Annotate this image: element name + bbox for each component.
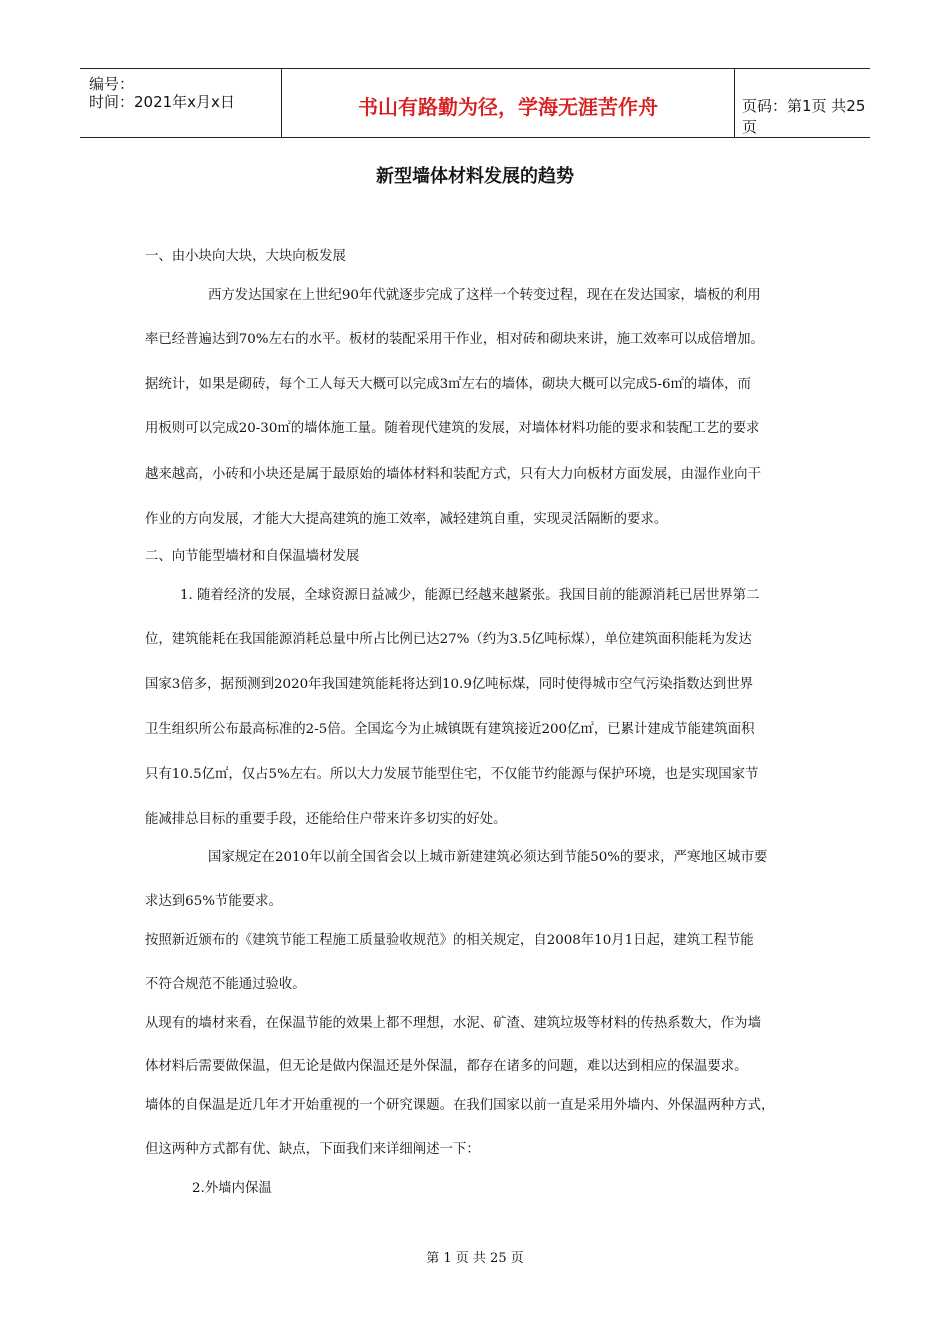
paragraph-line: 1. 随着经济的发展，全球资源日益减少，能源已经越来越紧张。我国目前的能源消耗已居世界第二 [180, 588, 760, 603]
paragraph-line: 作业的方向发展，才能大大提高建筑的施工效率，减轻建筑自重，实现灵活隔断的要求。 [145, 512, 668, 527]
paragraph-line: 墙体的自保温是近几年才开始重视的一个研究课题。在我们国家以前一直是采用外墙内、外保温两种方式， [145, 1098, 775, 1113]
paragraph-line: 但这两种方式都有优、缺点，下面我们来详细阐述一下： [145, 1142, 480, 1157]
paragraph-line: 按照新近颁布的《建筑节能工程施工质量验收规范》的相关规定，自2008年10月1日起，建筑工程节能 [145, 933, 754, 948]
paragraph-line: 能减排总目标的重要手段，还能给住户带来许多切实的好处。 [145, 812, 507, 827]
paragraph-line: 位，建筑能耗在我国能源消耗总量中所占比例已达27%（约为3.5亿吨标煤），单位建筑面积能耗为发达 [145, 632, 752, 647]
page-footer: 第 1 页 共 25 页 [426, 1251, 524, 1266]
paragraph-line: 西方发达国家在上世纪90年代就逐步完成了这样一个转变过程，现在在发达国家，墙板的利用 [208, 288, 761, 303]
paragraph-line: 据统计，如果是砌砖，每个工人每天大概可以完成3㎡左右的墙体，砌块大概可以完成5-6㎡的墙体，而 [145, 377, 751, 392]
header-motto: 书山有路勤为径，学海无涯苦作舟 [358, 95, 658, 119]
paragraph-line: 不符合规范不能通过验收。 [145, 977, 306, 992]
header-meta-cell [80, 69, 280, 137]
section-heading-1: 一、由小块向大块，大块向板发展 [145, 249, 346, 264]
document-number-label: 编号： [89, 75, 135, 93]
paragraph-line: 率已经普遍达到70%左右的水平。板材的装配采用干作业，相对砖和砌块来讲，施工效率可以成倍增加。 [145, 332, 764, 347]
section-heading-2: 二、向节能型墙材和自保温墙材发展 [145, 549, 360, 564]
paragraph-line: 只有10.5亿㎡，仅占5%左右。所以大力发展节能型住宅，不仅能节约能源与保护环境，也是实现国家节 [145, 767, 759, 782]
paragraph-line: 体材料后需要做保温，但无论是做内保温还是外保温，都存在诸多的问题，难以达到相应的保温要求。 [145, 1059, 748, 1074]
paragraph-line: 求达到65%节能要求。 [145, 894, 282, 909]
document-title: 新型墙体材料发展的趋势 [376, 166, 574, 187]
document-date-label: 时间：2021年x月x日 [89, 93, 235, 111]
paragraph-line: 越来越高，小砖和小块还是属于最原始的墙体材料和装配方式，只有大力向板材方面发展，由湿作业向干 [145, 467, 761, 482]
header-page-info: 页码：第1页 共25页 [742, 97, 866, 136]
paragraph-line: 国家3倍多，据预测到2020年我国建筑能耗将达到10.9亿吨标煤，同时使得城市空气污染指数达到世界 [145, 677, 754, 692]
paragraph-line: 国家规定在2010年以前全国省会以上城市新建建筑必须达到节能50%的要求，严寒地区城市要 [208, 850, 768, 865]
paragraph-line: 从现有的墙材来看，在保温节能的效果上都不理想，水泥、矿渣、建筑垃圾等材料的传热系数大，作为墙 [145, 1016, 761, 1031]
subsection-heading: 2.外墙内保温 [192, 1181, 272, 1196]
header-table [80, 68, 870, 138]
paragraph-line: 用板则可以完成20-30㎡的墙体施工量。随着现代建筑的发展，对墙体材料功能的要求和装配工艺的要求 [145, 421, 760, 436]
header-motto-cell [281, 69, 735, 137]
paragraph-line: 卫生组织所公布最高标准的2-5倍。全国迄今为止城镇既有建筑接近200亿㎡，已累计建成节能建筑面积 [145, 722, 755, 737]
